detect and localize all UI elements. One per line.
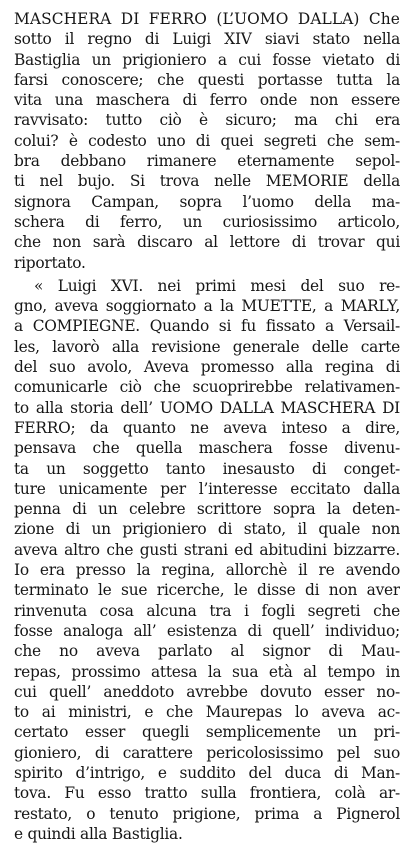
text-line: terminato le sue ricerche, le disse di non aver <box>14 581 400 600</box>
text-line: pensava che quella maschera fosse divenu- <box>14 439 400 458</box>
text-line: to ai ministri, e che Maurepas lo aveva ac- <box>14 703 400 722</box>
text-line: repas, prossimo attesa la sua età al tempo in <box>14 662 400 681</box>
text-line: Io era presso la regina, allorchè il re avendo <box>14 561 400 580</box>
text-line: sotto il regno di Luigi XIV siavi stato nella <box>14 30 400 49</box>
text-line: fosse analoga all’ esistenza di quell’ individuo; <box>14 621 400 640</box>
text-line: aveva altro che gusti strani ed abitudini bizzarre. <box>14 540 400 559</box>
text-line: ravvisato: tutto ciò è sicuro; ma chi era <box>14 111 400 130</box>
text-line: signora Campan, sopra l’uomo della ma- <box>14 192 400 211</box>
text-line: ture unicamente per l’interesse eccitato dalla <box>14 479 400 498</box>
text-line: ti nel bujo. Si trova nelle MEMORIE della <box>14 172 400 191</box>
text-line: rinvenuta cosa alcuna tra i fogli segreti che <box>14 601 400 620</box>
text-line: riportato. <box>14 253 86 272</box>
text-line: gioniero, di carattere pericolosissimo pel suo <box>14 743 400 762</box>
text-line: e quindi alla Bastiglia. <box>14 824 183 843</box>
text-line: farsi conoscere; che questi portasse tutta la <box>14 70 400 89</box>
text-line: comunicarle ciò che scuoprirebbe relativamen- <box>14 378 400 397</box>
text-line: a COMPIEGNE. Quando si fu fissato a Versail- <box>14 317 400 336</box>
text-line: penna di un celebre scrittore sopra la deten- <box>14 500 400 519</box>
text-line: FERRO; da quanto ne aveva inteso a dire, <box>14 418 400 437</box>
entry-heading-line: MASCHERA DI FERRO (L’UOMO DALLA) Che <box>14 10 400 28</box>
text-line: del suo avolo, Aveva promesso alla regina di <box>14 358 400 377</box>
text-line: Bastiglia un prigioniero a cui fosse vietato di <box>14 50 400 69</box>
text-line: certato esser quegli semplicemente un pri- <box>14 723 400 742</box>
text-line: restato, o tenuto prigione, prima a Pignerol <box>14 804 400 823</box>
text-line: tova. Fu esso tratto sulla frontiera, colà ar- <box>14 784 400 803</box>
text-line: che non sarà discaro al lettore di trovar qui <box>14 233 400 252</box>
text-line: cui quell’ aneddoto avrebbe dovuto esser no- <box>14 682 400 701</box>
text-line: bra debbano rimanere eternamente sepol- <box>14 152 400 171</box>
text-line: spirito d’intrigo, e suddito del duca di Man- <box>14 763 400 782</box>
text-line: schera di ferro, un curiosissimo articolo, <box>14 212 400 231</box>
text-line: ta un soggetto tanto inesausto di conget- <box>14 459 400 478</box>
text-line: zione di un prigioniero di stato, il quale non <box>14 520 400 539</box>
text-line: to alla storia dell’ UOMO DALLA MASCHERA DI <box>14 398 400 417</box>
text-line: vita una maschera di ferro onde non essere <box>14 91 400 110</box>
text-line: les, lavorò alla revisione generale delle carte <box>14 337 400 356</box>
text-line: gno, aveva soggiornato a la MUETTE, a MARLY, <box>14 297 400 316</box>
text-line: che no aveva parlato al signor di Mau- <box>14 642 400 661</box>
quote-paragraph-start: « Luigi XVI. nei primi mesi del suo re- <box>34 276 400 295</box>
text-line: colui? è codesto uno di quei segreti che sem- <box>14 131 400 150</box>
